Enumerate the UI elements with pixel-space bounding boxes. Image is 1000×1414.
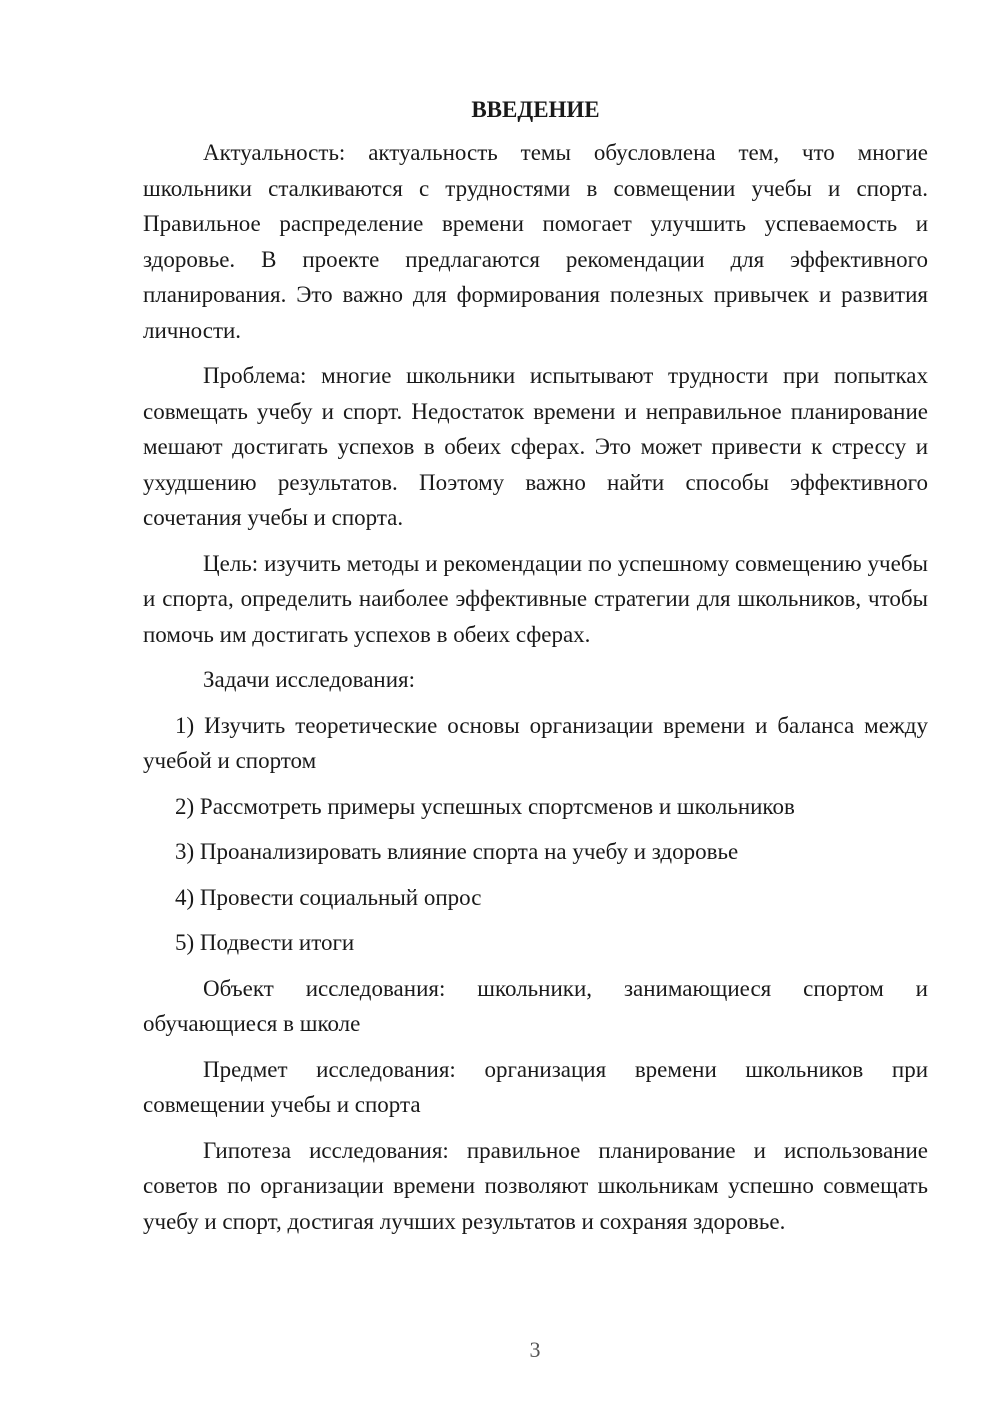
page-content — [143, 92, 928, 1249]
task-item-5: 5) Подвести итоги — [175, 930, 355, 955]
task-item-3: 3) Проанализировать влияние спорта на учебу и здоровье — [175, 839, 739, 864]
task-item-2: 2) Рассмотреть примеры успешных спортсменов и школьников — [175, 793, 795, 819]
paragraph-subject: Предмет исследования: организация времени школьников при совмещении учебы и спорта — [143, 1056, 928, 1117]
page-number: 3 — [529, 1337, 541, 1362]
task-item-1: 1) Изучить теоретические основы организации времени и баланса между учебой и спортом — [143, 712, 928, 773]
paragraph-goal: Цель: изучить методы и рекомендации по успешному совмещению учебы и спорта, определить наиболее эффективные стратегии для школьников, чтобы помочь им достигать успехов в обеих сферах. — [143, 550, 928, 647]
section-title: ВВЕДЕНИЕ — [471, 97, 600, 122]
task-item-4: 4) Провести социальный опрос — [175, 884, 482, 910]
paragraph-hypothesis: Гипотеза исследования: правильное планирование и использование советов по организации времени позволяют школьникам успешно совмещать учебу и спорт, достигая лучших результатов и сохраняя здоровье. — [143, 1137, 928, 1234]
paragraph-problem: Проблема: многие школьники испытывают трудности при попытках совмещать учебу и спорт. Недостаток времени и неправильное планирование мешают достигать успехов в обеих сферах. Это может привести к стрессу и ухудшению результатов. Поэтому важно найти способы эффективного сочетания учебы и спорта. — [143, 363, 928, 530]
paragraph-object: Объект исследования: школьники, занимающиеся спортом и обучающиеся в школе — [143, 975, 928, 1036]
paragraph-tasks-heading: Задачи исследования: — [203, 667, 416, 692]
paragraph-relevance: Актуальность: актуальность темы обусловлена тем, что многие школьники сталкиваются с трудностями в совмещении учебы и спорта. Правильное распределение времени помогает улучшить успеваемость и здоровье. В проекте предлагаются рекомендации для эффективного планирования. Это важно для формирования полезных привычек и развития личности. — [143, 140, 928, 343]
